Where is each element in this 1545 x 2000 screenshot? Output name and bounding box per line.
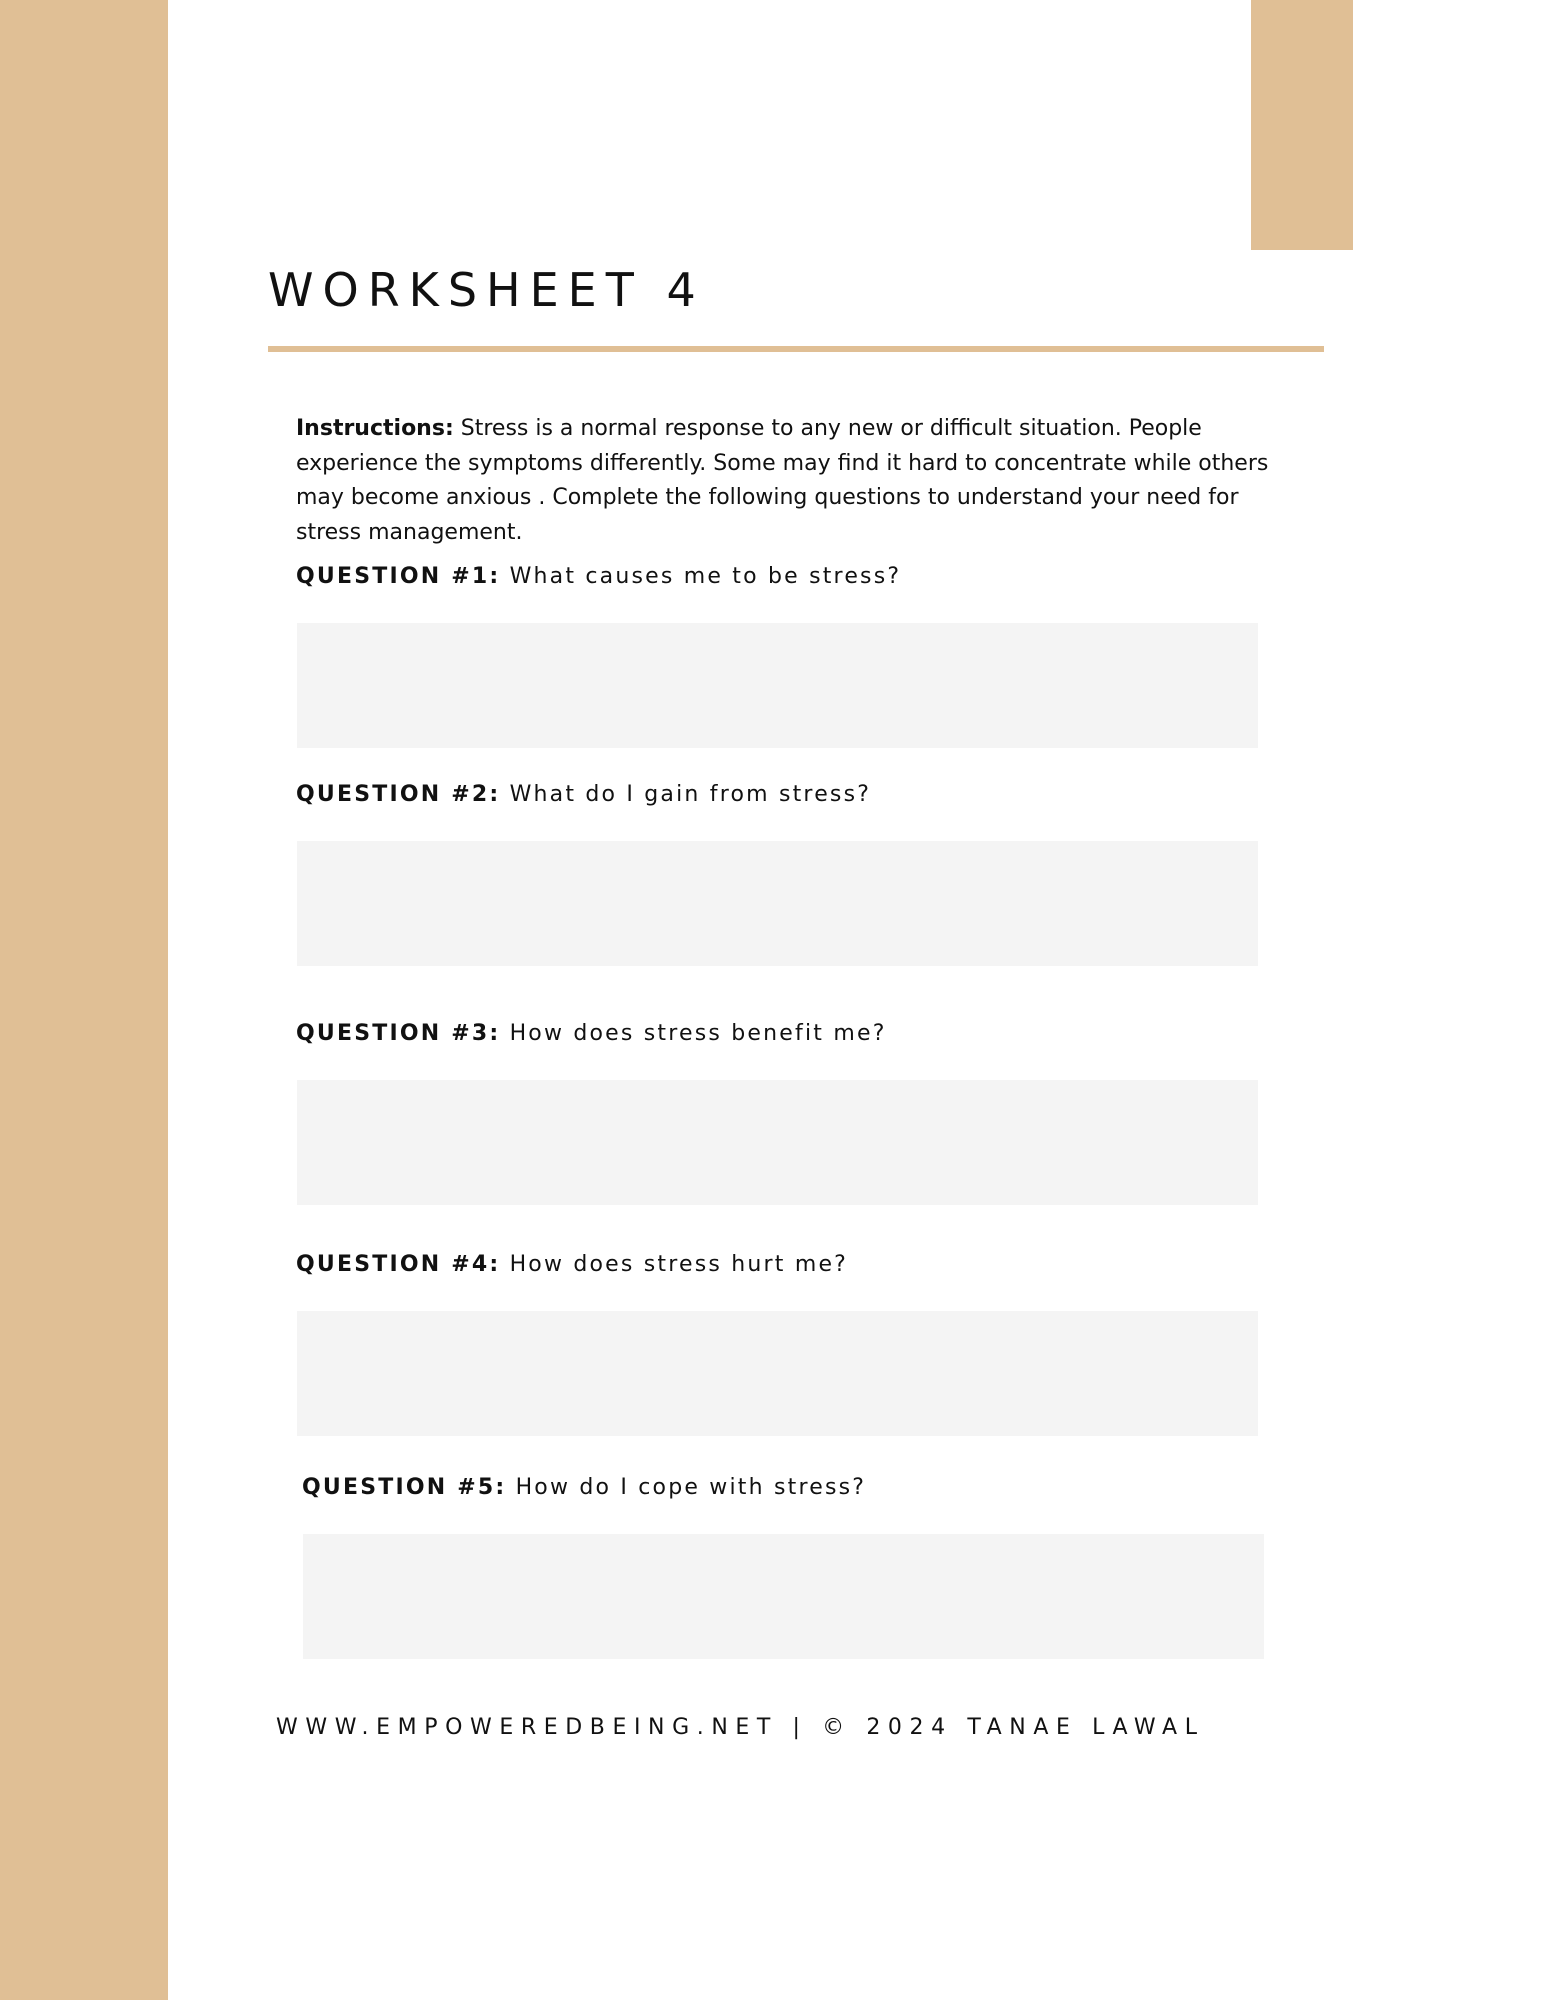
question-3-text: How does stress benefit me? [509,1021,887,1046]
question-4-prompt [296,1252,848,1277]
worksheet-title: WORKSHEET 4 [268,263,705,317]
instructions-paragraph [296,412,1276,550]
question-5-text: How do I cope with stress? [515,1475,867,1500]
question-4-text: How does stress hurt me? [509,1252,849,1277]
instructions-text: Stress is a normal response to any new or difficult situation. People experience the symptoms differently. Some may find it hard to concentrate while others may become anxious . Complete the following questions to understand your need for stress management. [296,416,1269,545]
question-3-number: QUESTION #3: [296,1021,501,1046]
question-1-text: What causes me to be stress? [509,564,902,589]
question-5-number: QUESTION #5: [302,1475,507,1500]
question-2-prompt [296,782,871,807]
question-4-answer-box[interactable] [297,1311,1258,1436]
question-1-prompt [296,564,901,589]
question-1-number: QUESTION #1: [296,564,501,589]
question-3-answer-box[interactable] [297,1080,1258,1205]
question-5-answer-box[interactable] [303,1534,1264,1659]
question-5-prompt [302,1475,866,1500]
top-accent-tab [1251,0,1353,250]
question-2-text: What do I gain from stress? [509,782,872,807]
question-1-answer-box[interactable] [297,623,1258,748]
question-4-number: QUESTION #4: [296,1252,501,1277]
footer-credit: WWW.EMPOWEREDBEING.NET | © 2024 TANAE LAWAL [276,1715,1205,1740]
question-2-number: QUESTION #2: [296,782,501,807]
title-divider [268,346,1324,352]
instructions-label: Instructions: [296,416,454,441]
question-3-prompt [296,1021,887,1046]
question-2-answer-box[interactable] [297,841,1258,966]
left-accent-bar [0,0,168,2000]
